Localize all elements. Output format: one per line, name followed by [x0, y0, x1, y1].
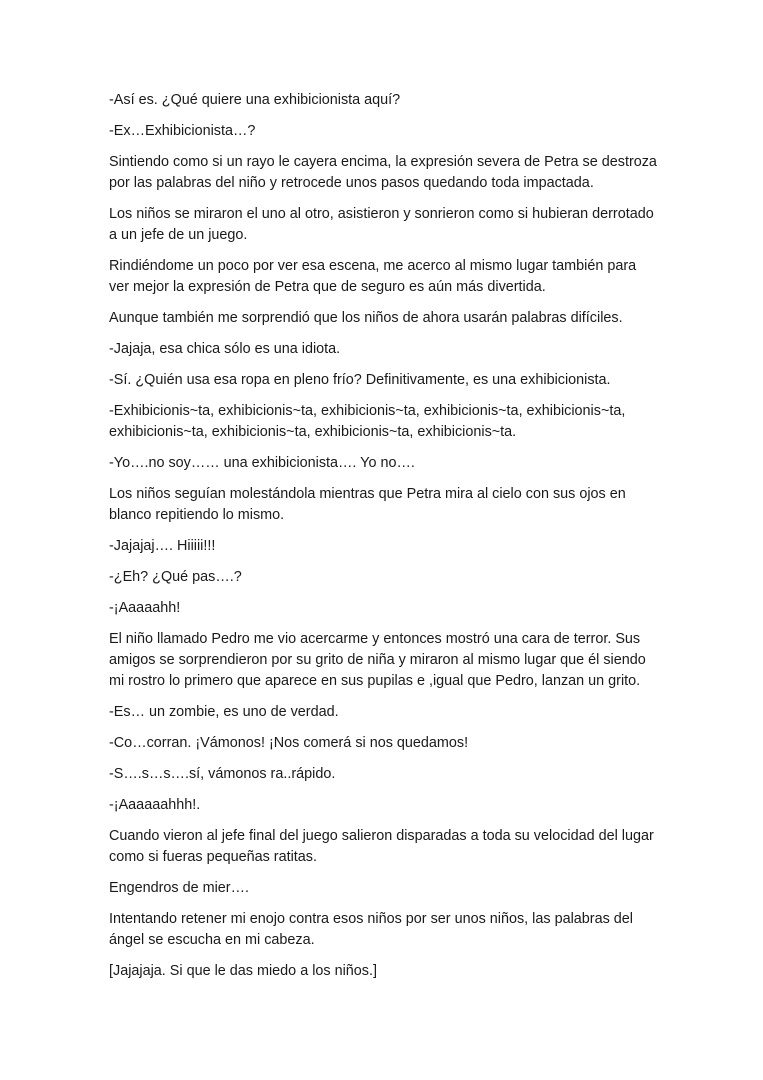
paragraph: -Sí. ¿Quién usa esa ropa en pleno frío? Definitivamente, es una exhibicionista.: [109, 372, 611, 388]
paragraph: Cuando vieron al jefe final del juego salieron disparadas a toda su velocidad del lugar como si fueras pequeñas ratitas.: [109, 828, 654, 865]
paragraph: -Jajaja, esa chica sólo es una idiota.: [109, 341, 341, 357]
paragraph: Los niños seguían molestándola mientras que Petra mira al cielo con sus ojos en blanco repitiendo lo mismo.: [109, 486, 626, 523]
paragraph: -Co…corran. ¡Vámonos! ¡Nos comerá si nos quedamos!: [109, 735, 469, 751]
paragraph: Intentando retener mi enojo contra esos niños por ser unos niños, las palabras del ángel se escucha en mi cabeza.: [109, 911, 633, 948]
paragraph: -Jajajaj…. Hiiiii!!!: [109, 538, 216, 554]
paragraph: Aunque también me sorprendió que los niños de ahora usarán palabras difíciles.: [109, 310, 623, 326]
paragraph: -Exhibicionis~ta, exhibicionis~ta, exhibicionis~ta, exhibicionis~ta, exhibicionis~ta, exhibicionis~ta, exhibicionis~ta, exhibicionis~ta, exhibicionis~ta.: [109, 403, 626, 440]
paragraph: -S….s…s….sí, vámonos ra..rápido.: [109, 766, 336, 782]
paragraph: -Ex…Exhibicionista…?: [109, 123, 256, 139]
paragraph: -Es… un zombie, es uno de verdad.: [109, 704, 339, 720]
paragraph: Los niños se miraron el uno al otro, asistieron y sonrieron como si hubieran derrotado a un jefe de un juego.: [109, 206, 654, 243]
paragraph: -Así es. ¿Qué quiere una exhibicionista aquí?: [109, 92, 401, 108]
paragraph: El niño llamado Pedro me vio acercarme y entonces mostró una cara de terror. Sus amigos se sorprendieron por su grito de niña y miraron al mismo lugar que él siendo mi rostro lo primero que aparece en sus pupilas e ,igual que Pedro, lanzan un grito.: [109, 631, 646, 689]
paragraph: -¡Aaaaahh!: [109, 600, 181, 616]
document-page: [109, 90, 659, 992]
paragraph: Sintiendo como si un rayo le cayera encima, la expresión severa de Petra se destroza por las palabras del niño y retrocede unos pasos quedando toda impactada.: [109, 154, 657, 191]
paragraph: -Yo….no soy…… una exhibicionista…. Yo no….: [109, 455, 415, 471]
paragraph: Engendros de mier….: [109, 880, 249, 896]
paragraph: Rindiéndome un poco por ver esa escena, me acerco al mismo lugar también para ver mejor la expresión de Petra que de seguro es aún más divertida.: [109, 258, 637, 295]
paragraph: -¡Aaaaaahhh!.: [109, 797, 201, 813]
paragraph: -¿Eh? ¿Qué pas….?: [109, 569, 242, 585]
paragraph: [Jajajaja. Si que le das miedo a los niños.]: [109, 963, 377, 979]
